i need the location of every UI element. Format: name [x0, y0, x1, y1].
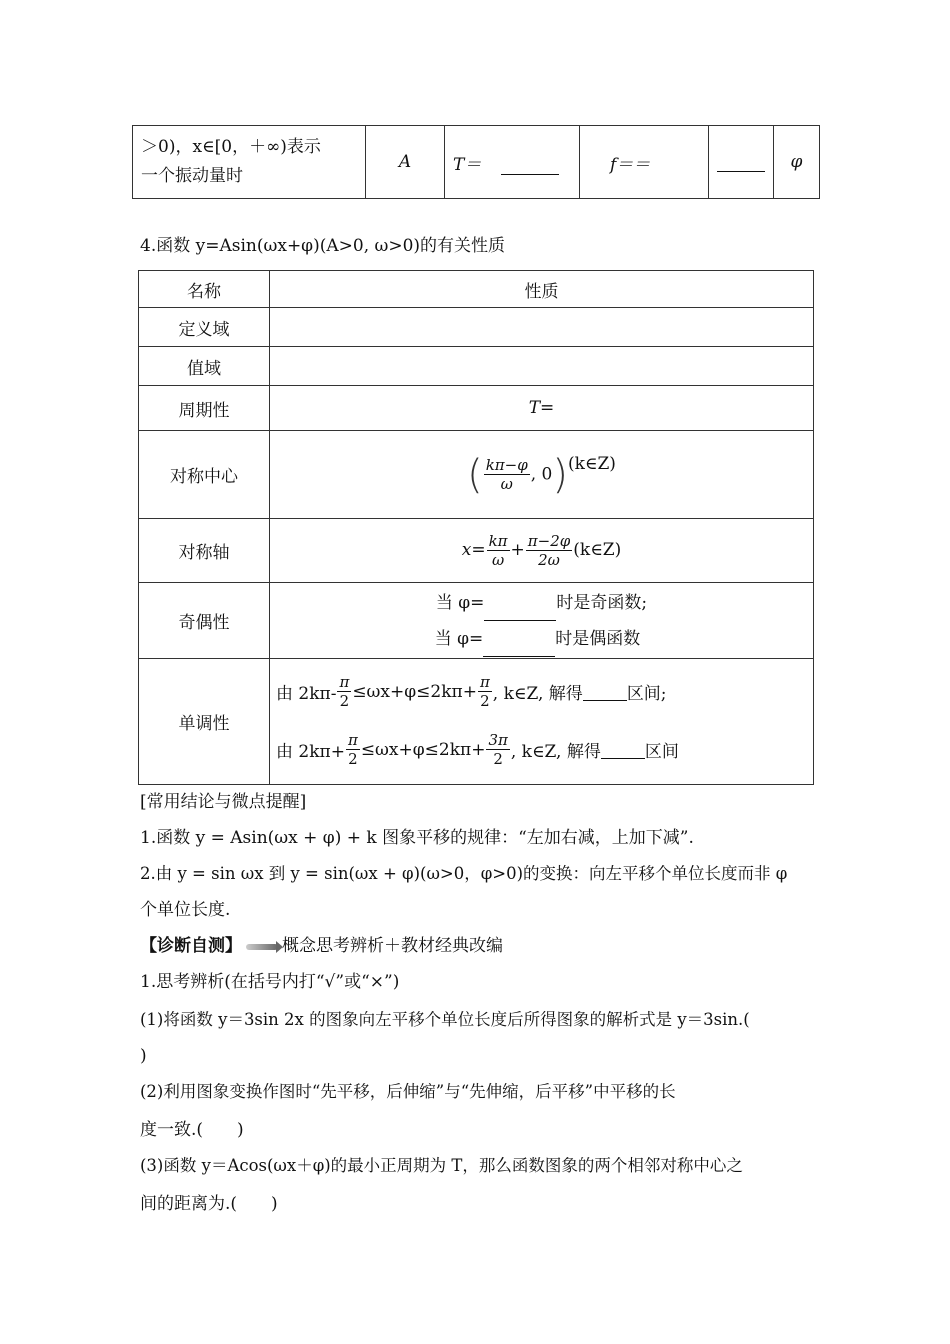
row-range: 值域: [139, 347, 270, 386]
question-1: (1)将函数 y＝3sin 2x 的图象向左平移个单位长度后所得图象的解析式是 y＝3sin.(: [140, 1010, 750, 1029]
row-domain: 定义域: [139, 308, 270, 347]
question-2-cont: 度一致.( ): [140, 1120, 244, 1140]
monotone-decreasing: 由 2kπ+ $\frac{\pi}{2}$ ≤ωx+φ≤2kπ+ $\frac{3\pi}{2}$ , k∈Z, 解得 区间: [276, 731, 679, 768]
oscillation-description: ＞0)，x∈[0，＋∞)表示 一个振动量时: [133, 126, 366, 199]
period-value: T=: [270, 386, 814, 431]
row-symmetry-axis: 对称轴: [139, 519, 270, 583]
notes-title: [常用结论与微点提醒]: [140, 792, 307, 812]
diagnosis-tag: 【诊断自测】: [140, 936, 242, 956]
header-property: 性质: [270, 271, 814, 308]
range-value: [270, 347, 814, 386]
question-2: (2)利用图象变换作图时“先平移，后伸缩”与“先伸缩，后平移”中平移的长: [140, 1082, 676, 1101]
diagnosis-subtitle: 概念思考辨析＋教材经典改编: [282, 936, 503, 956]
question-intro: 1.思考辨析(在括号内打“√”或“×”): [140, 972, 400, 992]
row-parity: 奇偶性: [139, 583, 270, 659]
question-1-cont: ): [140, 1046, 147, 1066]
row-monotonicity: 单调性: [139, 659, 270, 785]
parity-statements: [270, 583, 814, 659]
question-3-cont: 间的距离为.( ): [140, 1194, 278, 1214]
frequency-cell: f＝＝: [580, 126, 709, 199]
monotonicity-statements: [270, 659, 814, 785]
symmetry-axis-formula: x= $\frac{k\pi}{\omega}$ + $\frac{\pi-2\varphi}{2\omega}$ (k∈Z): [270, 519, 814, 583]
period-cell: T＝: [445, 126, 580, 199]
header-name: 名称: [139, 271, 270, 308]
initial-phase-cell: φ: [774, 126, 820, 199]
parity-odd: 当 φ= 时是奇函数;: [276, 585, 807, 621]
phase-blank-cell: [709, 126, 774, 199]
note-item-2: 2.由 y = sin ωx 到 y = sin(ωx + φ)(ω>0，φ>0)的变换：向左平移个单位长度而非 φ: [140, 864, 788, 883]
row-symmetry-center: 对称中心: [139, 431, 270, 519]
note-item-1: 1.函数 y = Asin(ωx + φ) + k 图象平移的规律：“左加右减，上加下减”.: [140, 828, 694, 848]
arrow-icon: [246, 944, 278, 950]
oscillation-table: [132, 125, 820, 199]
section-heading: 4.函数 y=Asin(ωx+φ)(A>0, ω>0)的有关性质: [140, 236, 506, 256]
monotone-increasing: 由 2kπ- $\frac{\pi}{2}$ ≤ωx+φ≤2kπ+ $\frac{\pi}{2}$ , k∈Z, 解得 区间;: [276, 673, 667, 710]
diagnosis-header: [140, 934, 815, 958]
period-blank: [501, 156, 559, 175]
note-item-2-cont: 个单位长度.: [140, 900, 231, 920]
phase-blank: [717, 153, 765, 172]
amplitude-cell: A: [366, 126, 445, 199]
row-period: 周期性: [139, 386, 270, 431]
domain-value: [270, 308, 814, 347]
parity-even: 当 φ= 时是偶函数: [268, 621, 807, 657]
question-3: (3)函数 y＝Acos(ωx＋φ)的最小正周期为 T，那么函数图象的两个相邻对称中心之: [140, 1156, 743, 1175]
property-table: [138, 270, 814, 785]
symmetry-center-formula: ( $\frac{k\pi-\varphi}{\omega}$ , 0)(k∈Z): [270, 431, 814, 519]
